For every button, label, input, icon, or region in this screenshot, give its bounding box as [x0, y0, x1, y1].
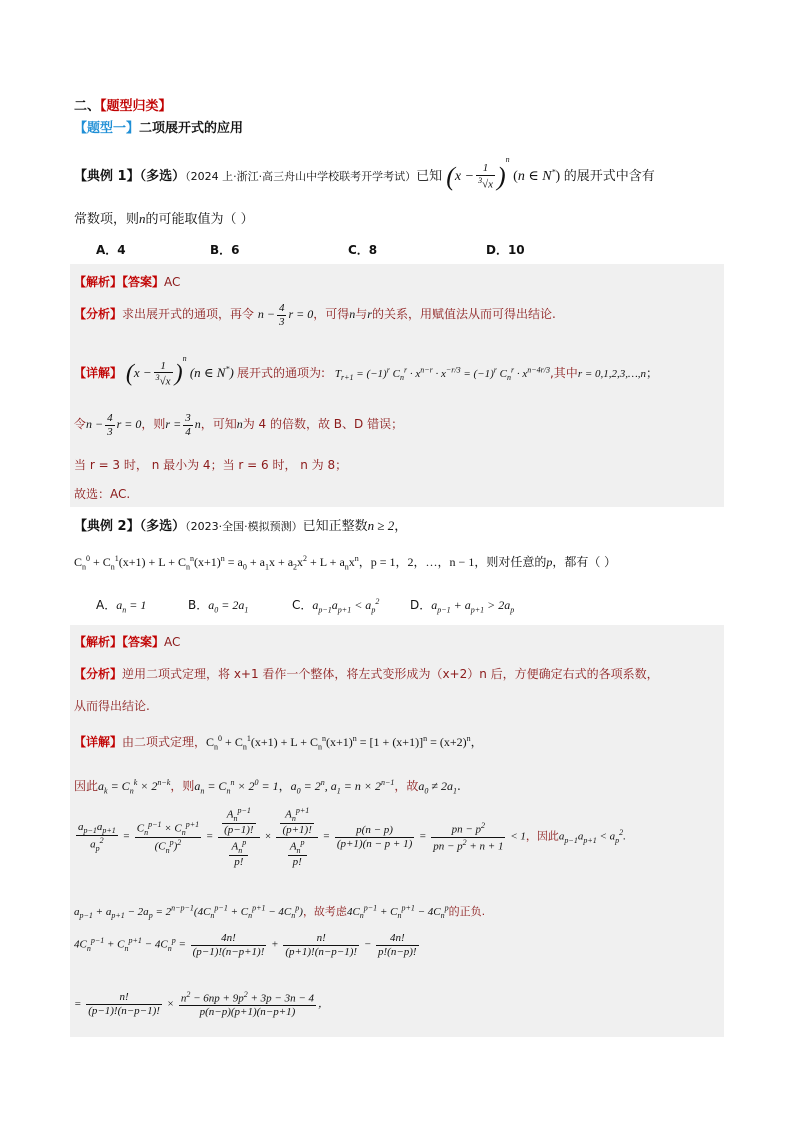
ex1-answer-line: [74, 273, 180, 290]
ex1-option-b[interactable]: B．6: [210, 243, 240, 257]
ex1-option-a[interactable]: A．4: [96, 243, 126, 257]
type-title: 二项展开式的应用: [139, 121, 244, 136]
ex2-kind: （多选）: [139, 519, 186, 534]
ex1-kind: （多选）: [139, 169, 186, 184]
ex2-diff-line: $a_{p-1} + a_{p+1} - 2a_p = 2^{n-p-1}(4C_n^{p-1} + C_n^{p+1} - 4C_n^p)$，故考虑$4C_n^{p-1} + C_n^{p+1} - 4C_n^p$的正负.: [74, 903, 486, 921]
ex2-detail-line: 【详解】由二项式定理，$C_n^0 + C_n^1(x+1) + L + C_n^n(x+1)^n = [1 + (x+1)]^n = (x+2)^n$，: [74, 734, 483, 752]
ex2-diff-tail2: 的正负.: [448, 905, 486, 918]
ex1-line-c: 故选：AC.: [74, 487, 131, 501]
ex1-answer: AC: [164, 275, 181, 289]
ex2-answer-line: [74, 633, 180, 650]
ex1-analysis-c: 与: [355, 306, 368, 321]
ex2-analysis-text1: 逆用二项式定理，将 x+1 看作一个整体，将左式变形成为（x+2）n 后，方便确定右式的各项系数，: [122, 667, 659, 681]
ex2-conclusion-1: ，因此: [525, 829, 559, 843]
ex2-analysis-tag: 【分析】: [74, 667, 123, 681]
ex1-analysis-b: ，可得: [313, 306, 350, 321]
ex2-option-c[interactable]: C．$a_{p-1}a_{p+1} < a_p^2$: [292, 597, 380, 615]
ex1-analysis-a: 求出展开式的通项，再令: [122, 306, 255, 321]
ex2-therefore-line: 因此$a_k = C_n^k \times 2^{n-k}$，则$a_n = C_n^n \times 2^0 = 1$，$a_0 = 2^n$, $a_1 = n \times 2^{n-1}$，故$a_0 \ne 2a_1$.: [74, 778, 461, 796]
ex1-line2: 常数项，则: [74, 212, 140, 227]
ex1-option-d[interactable]: D．10: [486, 243, 525, 257]
ex2-cond-tail2: ，都有（ ）: [552, 555, 617, 569]
ex1-source: （2024 上·浙江·高三舟山中学校联考开学考试）: [185, 170, 417, 183]
ex1-analysis-formula: n − $\frac{4}{3}$ r = 0: [257, 302, 314, 328]
ex2-analysis-line2: 从而得出结论.: [74, 699, 150, 713]
ex2-option-a[interactable]: A．$a_n = 1$: [96, 598, 147, 615]
ex1-detail-tag: 【详解】: [74, 366, 123, 380]
ex1-analysis-tag: 【分析】: [74, 306, 123, 321]
ex2-answer: AC: [164, 635, 181, 649]
ex1-analysis-d: 的关系，用赋值法从而可得出结论.: [371, 306, 556, 321]
ex1-question-line2: 常数项，则n的可能取值为（ ）: [74, 211, 254, 227]
type-tag: 【题型一】: [74, 121, 140, 136]
ex1-detail-expression: (x − $\frac{1}{^3√x}$ )$^n$ (n ∈ N*): [125, 354, 238, 388]
ex2-text: 已知正整数: [302, 519, 368, 534]
ex2-option-d[interactable]: D．$a_{p-1} + a_{p+1} > 2a_p$: [410, 598, 515, 615]
ex1-line-a-4: 为 4 的倍数，故 B、D 错误；: [242, 416, 404, 431]
ex2-ratio-line: $\frac{a_{p-1}a_{p+1}}{a_p^2}$ = $\frac{C_n^{p-1} \times C_n^{p+1}}{(C_n^p)^2}$ = $\frac{\frac{A_n^{p-1}}{(p-1)!}}{\frac{A_n^p}{p!}}$ × $\frac{\frac{A_n^{p+1}}{(p+1)!}}{\frac{A_n^p}{p!}}$ = $\frac{p(n - p)}{(p+1)(n - p + 1)}$ = $\frac{pn - p^2}{pn - p^2 + n + 1}$ < 1，因此$a_{p-1}a_{p+1} < a_p^2$.: [78, 806, 626, 868]
ex2-cond-tail: ，则对任意的: [474, 555, 547, 569]
ex1-expression: (x − $\frac{1}{^3√x}$ )$^n$ (n ∈ N*): [446, 155, 561, 191]
ex1-detail-mid: 展开式的通项为:: [237, 366, 326, 380]
ex1-detail-end: ,其中: [549, 366, 578, 380]
ex1-text-pre: 已知: [416, 169, 443, 184]
ex1-line-a-3: ，可知: [200, 416, 237, 431]
section-prefix: 二、: [74, 99, 101, 114]
ex1-tag: 【典例 1】: [74, 169, 140, 184]
ex1-detail-line: 【详解】 (x − $\frac{1}{^3√x}$ )$^n$ (n ∈ N*) 展开式的通项为: $T_{r+1} = (-1)^r$ $C_n^r \cdot x^{n-r} \cdot x^{-r/3} = (-1)^r$ $C_n^r \cdot x^{n-4r/3}$,其中r = 0,1,2,3,…,n；: [74, 354, 659, 388]
ex2-analysis-line1: [74, 665, 659, 682]
ex2-question-line1: 【典例 2】（多选）（2023·全国·模拟预测）已知正整数n ≥ 2，: [74, 518, 408, 534]
ex2-therefore: 因此: [74, 779, 99, 793]
section-heading: [74, 95, 172, 114]
ex1-question-line1: [74, 155, 655, 192]
ex1-line-a: 令n − $\frac{4}{3}$ r = 0，则r = $\frac{3}{4}$ n，可知n为 4 的倍数，故 B、D 错误；: [74, 412, 404, 438]
ex2-source: （2023·全国·模拟预测）: [185, 520, 303, 533]
ex1-answer-tag: 【解析】【答案】: [74, 275, 165, 289]
ex1-text-post: 的展开式中含有: [563, 169, 655, 184]
ex2-condition: $C_n^0 + C_n^1(x+1) + L + C_n^n(x+1)^n = a_0 + a_1x + a_2x^2 + L + a_nx^n$，p = 1，2，…，n − 1，则对任意的p，都有（ ）: [74, 554, 617, 572]
ex1-line-a-2: ，则: [141, 416, 166, 431]
ex1-analysis-line: 【分析】求出展开式的通项，再令 n − $\frac{4}{3}$ r = 0，可得n与r的关系，用赋值法从而可得出结论.: [74, 302, 556, 328]
section-title: 【题型归类】: [100, 99, 172, 114]
ex1-line-b: 当 r = 3 时， n 最小为 4；当 r = 6 时， n 为 8；: [74, 458, 348, 472]
ex2-detail-tag: 【详解】: [74, 735, 123, 749]
type-heading: [74, 117, 243, 136]
ex2-therefore-c: ，故: [394, 779, 419, 793]
ex2-condition-formula: $C_n^0 + C_n^1(x+1) + L + C_n^n(x+1)^n = a_0 + a_1x + a_2x^2 + L + a_nx^n$，p = 1，2，…，n − 1: [74, 554, 475, 572]
ex2-expand-line: $4C_n^{p-1} + C_n^{p+1} - 4C_n^p$ = $\frac{4n!}{(p-1)!(n-p+1)!}$ + $\frac{n!}{(p+1)!(n-p-1)!}$ − $\frac{4n!}{p!(n-p)!}$: [74, 932, 417, 958]
ex1-line2b: 的可能取值为（ ）: [145, 212, 254, 227]
ex1-r-range: r = 0,1,2,3,…,n: [577, 368, 647, 380]
ex1-option-c[interactable]: C．8: [348, 243, 378, 257]
ex2-option-b[interactable]: B．$a_0 = 2a_1$: [188, 598, 249, 615]
ex2-detail-text: 由二项式定理，: [122, 735, 207, 749]
ex2-answer-tag: 【解析】【答案】: [74, 635, 165, 649]
ex2-final-line: = $\frac{n!}{(p-1)!(n-p-1)!}$ × $\frac{n^2 - 6np + 9p^2 + 3p - 3n - 4}{p(n-p)(p+1)(n-p+1)}$ ，: [74, 990, 330, 1019]
ex2-therefore-b: ，则: [170, 779, 195, 793]
ex1-general-term: $T_{r+1} = (-1)^r$ $C_n^r \cdot x^{n-r} \cdot x^{-r/3} = (-1)^r$ $C_n^r \cdot x^{n-4r/3}$: [334, 365, 550, 383]
ex2-tag: 【典例 2】: [74, 519, 140, 534]
ex2-diff-tail: ，故考虑: [302, 905, 347, 918]
ex1-line-a-1: 令: [74, 416, 87, 431]
